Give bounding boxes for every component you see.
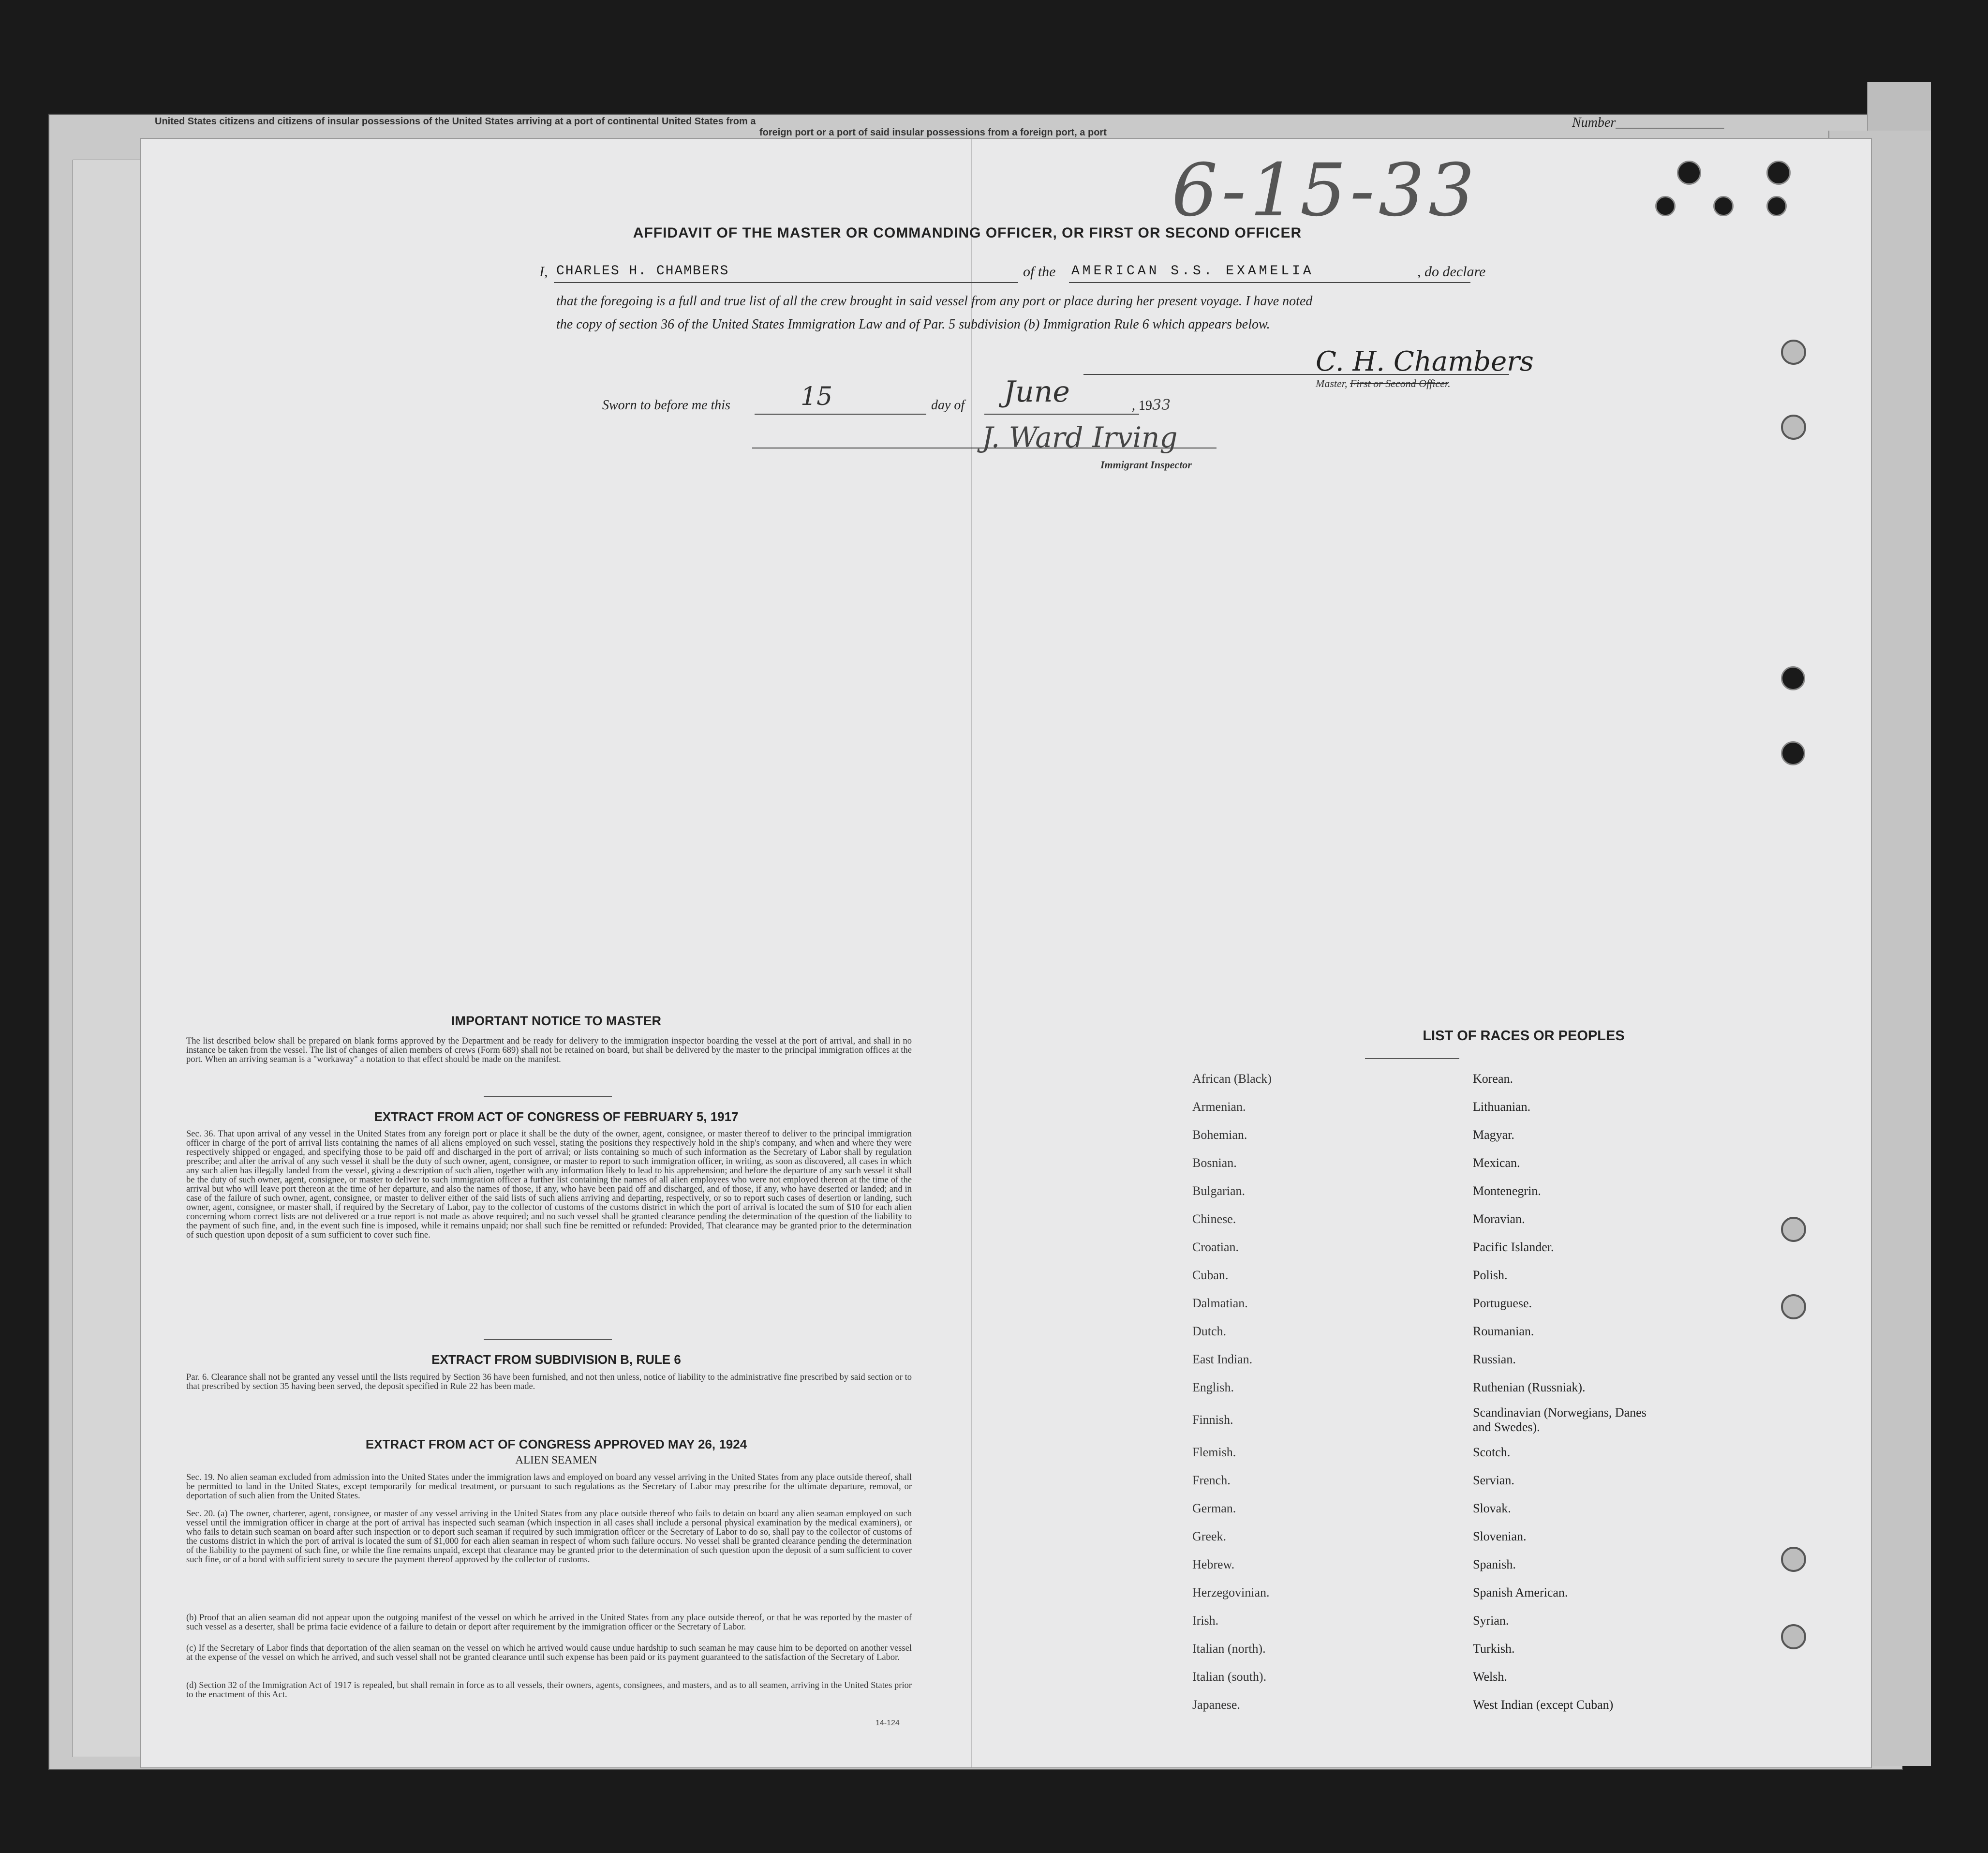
race-item: Cuban. xyxy=(1192,1268,1229,1282)
binder-hole xyxy=(1781,1217,1806,1242)
punch-hole xyxy=(1713,196,1734,216)
binder-hole xyxy=(1781,340,1806,365)
race-item: Scotch. xyxy=(1473,1445,1511,1459)
binder-hole xyxy=(1781,1624,1806,1649)
race-item: Bosnian. xyxy=(1192,1156,1237,1170)
races-title: LIST OF RACES OR PEOPLES xyxy=(1423,1028,1625,1044)
signature-caption: Master, First or Second Officer. xyxy=(1316,377,1451,389)
master-caption: Master, xyxy=(1316,377,1348,389)
race-item: Spanish American. xyxy=(1473,1585,1568,1599)
race-item: Bohemian. xyxy=(1192,1128,1247,1142)
race-item: Portuguese. xyxy=(1473,1296,1532,1310)
race-item: Korean. xyxy=(1473,1072,1513,1086)
divider xyxy=(484,1096,612,1097)
race-item: Greek. xyxy=(1192,1529,1227,1543)
race-item: Spanish. xyxy=(1473,1557,1516,1571)
race-item: African (Black) xyxy=(1192,1072,1272,1086)
race-item: Ruthenian (Russniak). xyxy=(1473,1380,1586,1394)
race-item: Chinese. xyxy=(1192,1212,1236,1226)
race-item: Scandinavian (Norwegians, Danes and Swedes). xyxy=(1473,1405,1647,1434)
struck-caption: First or Second Officer xyxy=(1350,377,1448,389)
day-underline xyxy=(755,414,926,415)
race-item: German. xyxy=(1192,1501,1236,1515)
punch-hole xyxy=(1766,161,1791,185)
race-item: Welsh. xyxy=(1473,1670,1507,1684)
i-label: I, xyxy=(539,264,548,280)
master-signature: C. H. Chambers xyxy=(1316,346,1534,377)
vessel-underline xyxy=(1069,282,1470,283)
sec20c-text: (c) If the Secretary of Labor finds that deportation of the alien seaman on the vessel on which he arrived would cause undue hardship to such seaman he may cause him to be deported on another vessel at the expense of the vessel on which he arrived, and such vessel shall not be granted clearance until such expense has been paid or its payment guaranteed to the satisfaction of the Secretary of Labor. xyxy=(186,1644,912,1662)
punch-hole xyxy=(1655,196,1676,216)
notice-title: IMPORTANT NOTICE TO MASTER xyxy=(451,1014,661,1028)
month-underline xyxy=(984,414,1139,415)
extract-1924-subtitle: ALIEN SEAMEN xyxy=(515,1454,597,1466)
race-item: French. xyxy=(1192,1473,1231,1487)
back-number-label: Number________________ xyxy=(1572,115,1724,130)
inspector-caption: Immigrant Inspector xyxy=(1100,459,1192,471)
race-item: Italian (north). xyxy=(1192,1642,1266,1656)
notice-text: The list described below shall be prepared on blank forms approved by the Department and be ready for delivery to the immigration inspector boarding the vessel at the port of arrival, and shall in no instance be taken from the vessel. The list of changes of alien members of crews (Form 689) shall not be retained on board, but shall be delivered by the master to the principal immigration offices at the port. When an arriving seaman is a "workaway" a notation to that effect should be made on the manifest. xyxy=(186,1036,912,1064)
affidavit-title: AFFIDAVIT OF THE MASTER OR COMMANDING OFFICER, OR FIRST OR SECOND OFFICER xyxy=(633,225,1302,241)
race-item: Herzegovinian. xyxy=(1192,1585,1270,1599)
page-fold xyxy=(971,139,972,1767)
race-item: Syrian. xyxy=(1473,1614,1509,1628)
race-item: Turkish. xyxy=(1473,1642,1515,1656)
year-prefix: , 19 xyxy=(1132,398,1152,413)
of-the-label: of the xyxy=(1023,264,1056,280)
binder-hole xyxy=(1781,415,1806,440)
form-number: 14-124 xyxy=(875,1719,900,1727)
sec20b-text: (b) Proof that an alien seaman did not appear upon the outgoing manifest of the vessel on which he arrived in the United States from any place outside thereof, or that he was reported by the master of such vessel as a deserter, shall be prima facie evidence of a failure to detain or deport after requirement by the immigration officer or the Secretary of Labor. xyxy=(186,1613,912,1632)
sec20a-text: Sec. 20. (a) The owner, charterer, agent, consignee, or master of any vessel arriving in the United States from any place outside thereof who fails to detain on board any alien seaman employed on such vessel until the immigration officer in charge at the port of arrival has inspected such seaman (which inspection in all cases shall include a personal physical examination by the medical examiners), or who fails to detain such seaman on board after such inspection or to deport such seaman if required by such immigration officer or the Secretary of Labor to do so, shall pay to the collector of customs of the customs district in which the port of arrival is located the sum of $1,000 for each alien seaman in respect of whom such failure occurs. No vessel shall be granted clearance pending the determination of the liability to the payment of such fine, or while the fine remains unpaid, except that clearance may be granted prior to the determination of such question upon the deposit of a sum sufficient to cover such fine, or of a bond with sufficient surety to secure the payment thereof approved by the collector of customs. xyxy=(186,1509,912,1565)
extract-1917-text: Sec. 36. That upon arrival of any vessel in the United States from any foreign port or place it shall be the duty of the owner, agent, consignee, or master thereof to deliver to the principal immigration officer in charge of the port of arrival lists containing the names of all aliens employed on such vessel, stating the positions they respectively hold in the ship's company, and when and where they were respectively shipped or engaged, and specifying those to be paid off and discharged in the port of arrival; or lists containing so much of such information as the Secretary of Labor shall by regulation prescribe; and after the arrival of any such vessel it shall be the duty of such owner, agent, consignee, or master to report to such immigration officer, in writing, as soon as discovered, all cases in which any such alien has illegally landed from the vessel, giving a description of such alien, together with any information likely to lead to his apprehension; and before the departure of any such vessel it shall be the duty of such owner, agent, consignee, or master to deliver to such immigration officer a further list containing the names of all alien employees who were not employed thereon at the time of the arrival but who will leave port thereon at the time of her departure, and also the names of those, if any, who have been paid off and discharged, and of those, if any, who have deserted or landed; and in case of the failure of such owner, agent, consignee, or master to deliver either of the said lists of such aliens arriving and departing, respectively, or so to report such cases of desertion or landing, such owner, agent, consignee, or master shall, if required by the Secretary of Labor, pay to the collector of customs of the customs district in which the port of arrival is located the sum of $10 for each alien concerning whom correct lists are not delivered or a true report is not made as above required; and no such vessel shall be granted clearance pending the determination of the question of the liability to the payment of such fine, and, in the event such fine is imposed, while it remains unpaid; nor shall such fine be remitted or refunded: Provided, That clearance may be granted prior to the determination of such question upon deposit of a sum sufficient to cover such fine. xyxy=(186,1129,912,1240)
binder-hole xyxy=(1781,741,1805,765)
race-item: Montenegrin. xyxy=(1473,1184,1541,1198)
race-item: Irish. xyxy=(1192,1614,1219,1628)
race-item: Armenian. xyxy=(1192,1100,1246,1114)
sec20d-text: (d) Section 32 of the Immigration Act of 1917 is repealed, but shall remain in force as to all vessels, their owners, agents, consignees, and masters, and as to all seamen, arriving in the United States prior to the enactment of this Act. xyxy=(186,1681,912,1700)
name-underline xyxy=(554,282,1018,283)
races-divider xyxy=(1365,1058,1459,1059)
sworn-month: June xyxy=(1004,375,1070,409)
race-item: Bulgarian. xyxy=(1192,1184,1246,1198)
sec19-text: Sec. 19. No alien seaman excluded from admission into the United States under the immigration laws and employed on board any vessel arriving in the United States from any place outside thereof, shall be permitted to land in the United States, except temporarily for medical treatment, or pursuant to such regulations as the Secretary of Labor may prescribe for the ultimate departure, removal, or deportation of such alien from the United States. xyxy=(186,1473,912,1501)
extract-1917-title: EXTRACT FROM ACT OF CONGRESS OF FEBRUARY 5, 1917 xyxy=(374,1109,739,1124)
extract-rule6-text: Par. 6. Clearance shall not be granted any vessel until the lists required by Section 36 have been furnished, and not then unless, notice of liability to the administrative fine prescribed by said section or to that prescribed by section 35 having been served, the deposit specified in Rule 22 has been made. xyxy=(186,1373,912,1391)
affidavit-line-3: the copy of section 36 of the United States Immigration Law and of Par. 5 subdivision (b) Immigration Rule 6 which appears below. xyxy=(556,317,1270,332)
affidavit-line-2: that the foregoing is a full and true list of all the crew brought in said vessel from any port or place during her present voyage. I have noted xyxy=(556,294,1313,309)
year-suffix: 33 xyxy=(1152,397,1171,414)
extract-1924-title: EXTRACT FROM ACT OF CONGRESS APPROVED MAY 26, 1924 xyxy=(365,1437,747,1451)
race-item: Mexican. xyxy=(1473,1156,1520,1170)
binder-hole xyxy=(1781,1294,1806,1319)
race-item: Slovak. xyxy=(1473,1501,1511,1515)
race-item: Hebrew. xyxy=(1192,1557,1235,1571)
vessel-name: AMERICAN S.S. EXAMELIA xyxy=(1071,264,1314,279)
binder-hole xyxy=(1781,1547,1806,1572)
back-header-line-1: United States citizens and citizens of insular possessions of the United States arriving at a port of continental United States from a xyxy=(155,116,756,127)
binder-hole xyxy=(1781,666,1805,690)
master-name: CHARLES H. CHAMBERS xyxy=(556,264,729,279)
race-item: Slovenian. xyxy=(1473,1529,1527,1543)
do-declare-label: , do declare xyxy=(1417,264,1486,280)
race-item: Polish. xyxy=(1473,1268,1508,1282)
divider xyxy=(484,1339,612,1340)
punch-hole xyxy=(1766,196,1787,216)
race-item: Dalmatian. xyxy=(1192,1296,1248,1310)
inspector-signature: J. Ward Irving xyxy=(982,421,1178,454)
year-field xyxy=(1132,394,1229,417)
race-item: Italian (south). xyxy=(1192,1670,1267,1684)
signature-line xyxy=(1083,374,1509,375)
race-item: Dutch. xyxy=(1192,1324,1227,1338)
handwritten-date: 6-15-33 xyxy=(1172,149,1479,233)
race-item: Lithuanian. xyxy=(1473,1100,1531,1114)
affidavit-line-1 xyxy=(539,264,1507,288)
race-item: Magyar. xyxy=(1473,1128,1514,1142)
race-item: East Indian. xyxy=(1192,1352,1253,1366)
race-item: West Indian (except Cuban) xyxy=(1473,1698,1614,1712)
day-of-label: day of xyxy=(931,398,965,413)
extract-rule6-title: EXTRACT FROM SUBDIVISION B, RULE 6 xyxy=(431,1352,681,1367)
race-item: Roumanian. xyxy=(1473,1324,1534,1338)
punch-hole xyxy=(1677,161,1701,185)
race-item: Moravian. xyxy=(1473,1212,1525,1226)
race-item: Croatian. xyxy=(1192,1240,1239,1254)
race-item: Japanese. xyxy=(1192,1698,1240,1712)
race-item: Pacific Islander. xyxy=(1473,1240,1554,1254)
sworn-day: 15 xyxy=(801,382,833,411)
back-header-line-2: foreign port or a port of said insular possessions from a foreign port, a port xyxy=(759,127,1107,138)
sworn-label: Sworn to before me this xyxy=(602,398,730,413)
race-item: English. xyxy=(1192,1380,1234,1394)
race-item: Servian. xyxy=(1473,1473,1514,1487)
race-item: Russian. xyxy=(1473,1352,1516,1366)
race-item: Flemish. xyxy=(1192,1445,1236,1459)
race-item: Finnish. xyxy=(1192,1413,1233,1427)
